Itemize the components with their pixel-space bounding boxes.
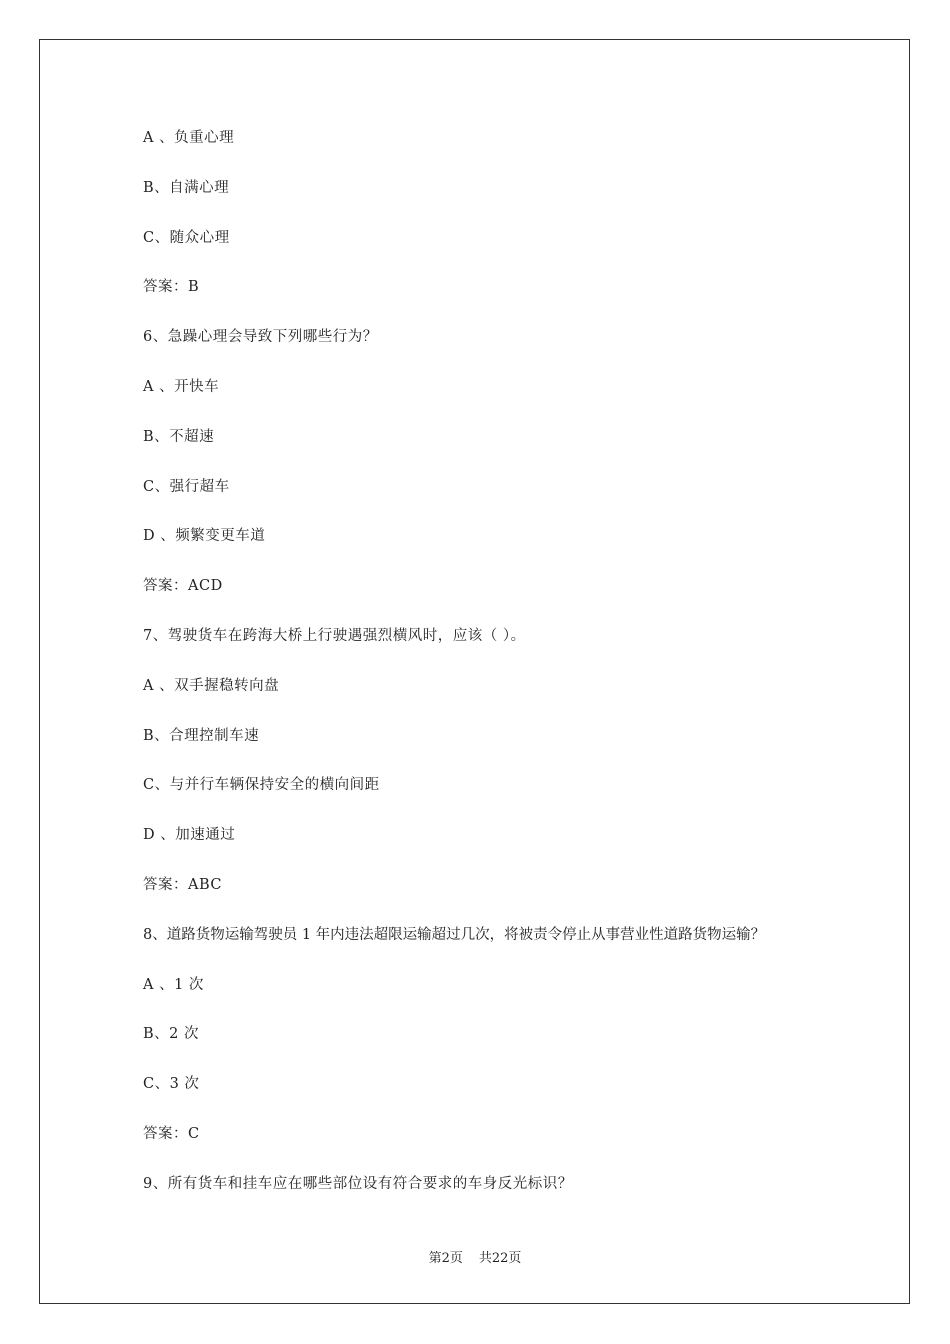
option-a: A 、1 次 <box>143 976 204 993</box>
option-a: A 、负重心理 <box>143 130 235 146</box>
option-c: C、与并行车辆保持安全的横向间距 <box>143 777 380 794</box>
document-body <box>143 114 843 1210</box>
answer: 答案：B <box>143 279 200 296</box>
option-a: A 、开快车 <box>143 378 220 395</box>
page-footer <box>0 1247 950 1266</box>
answer: 答案：ACD <box>143 578 223 595</box>
option-b: B、2 次 <box>143 1026 199 1043</box>
option-b: B、合理控制车速 <box>143 727 260 744</box>
page-total: 共22页 <box>478 1251 522 1266</box>
question-7: 7、驾驶货车在跨海大桥上行驶遇强烈横风时，应该（ ）。 <box>143 627 526 644</box>
option-b: B、自满心理 <box>143 179 230 196</box>
question-8: 8、道路货物运输驾驶员 1 年内违法超限运输超过几次，将被责令停止从事营业性道路货物运输？ <box>143 926 766 943</box>
option-b: B、不超速 <box>143 428 215 445</box>
answer: 答案：ABC <box>143 876 222 893</box>
page-number: 第2页 <box>428 1251 463 1266</box>
answer: 答案：C <box>143 1125 200 1142</box>
option-c: C、3 次 <box>143 1076 200 1093</box>
option-d: D 、频繁变更车道 <box>143 528 266 545</box>
option-c: C、强行超车 <box>143 478 230 495</box>
option-c: C、随众心理 <box>143 229 230 246</box>
question-9: 9、所有货车和挂车应在哪些部位设有符合要求的车身反光标识？ <box>143 1175 573 1192</box>
option-d: D 、加速通过 <box>143 827 236 844</box>
question-6: 6、急躁心理会导致下列哪些行为？ <box>143 329 378 346</box>
option-a: A 、双手握稳转向盘 <box>143 677 280 694</box>
